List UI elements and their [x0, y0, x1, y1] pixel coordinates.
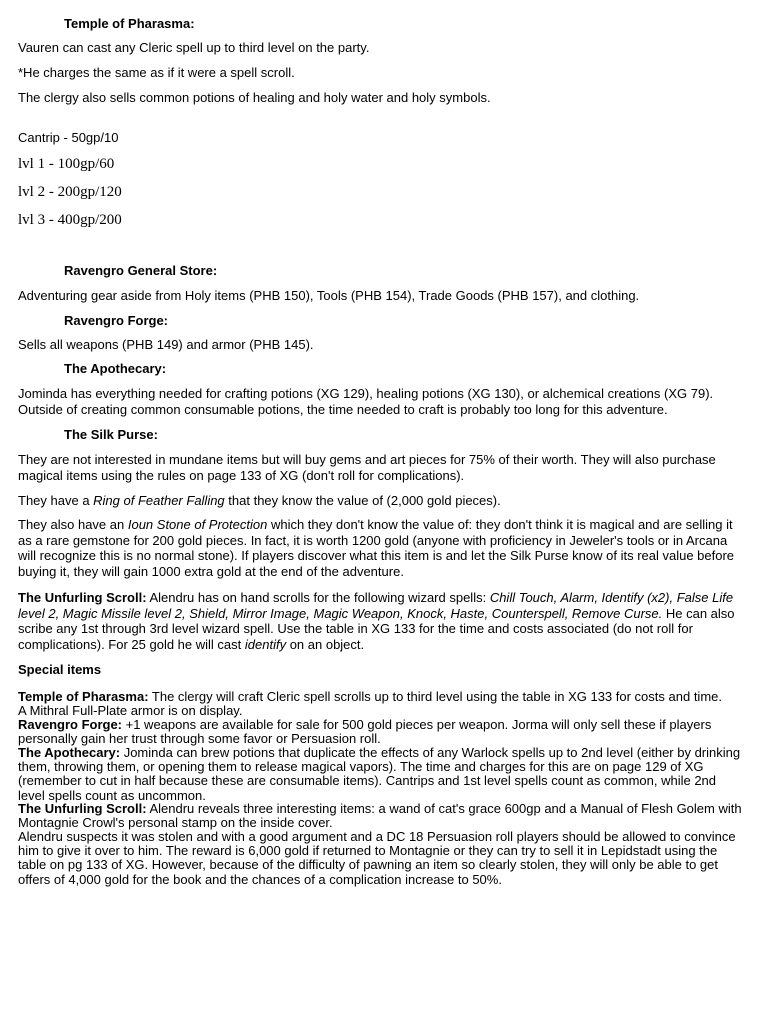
special-unfurling: The Unfurling Scroll: Alendru reveals three interesting items: a wand of cat's grace 600gp and a Manual of Flesh Golem with Montagnie Crowl's personal stamp on the inside cover.: [18, 801, 742, 831]
silk-purse-paragraph-3: They also have an Ioun Stone of Protection which they don't know the value of: they don't think it is magical and are selling it as a rare gemstone for 200 gold pieces. In fact, it is worth 1200 gold (anyone with proficiency in Jeweler's tools or in Arcana will recognize this is no normal stone). If players discover what this item is and let the Silk Purse know of its real value before buying it, they will gain 1000 extra gold at the end of the adventure.: [18, 517, 735, 579]
heading-general-store: Ravengro General Store:: [64, 263, 218, 278]
forge-text: Sells all weapons (PHB 149) and armor (PHB 145).: [18, 337, 314, 352]
pharasma-line-1: Vauren can cast any Cleric spell up to third level on the party.: [18, 40, 370, 55]
unfurling-scroll-paragraph: The Unfurling Scroll: Alendru has on hand scrolls for the following wizard spells: Chill Touch, Alarm, Identify (x2), False Life level 2, Magic Missile level 2, Shield, Mirror Image, Magic Weapon, Knock, Haste, Counterspell, Remove Curse. He can also scribe any 1st through 3rd level wizard spell. Use the table in XG 133 for the time and costs associated (do not roll for complications). For 25 gold he will cast identify on an object.: [18, 590, 735, 652]
apothecary-text: Jominda has everything needed for crafting potions (XG 129), healing potions (XG 130), or alchemical creations (XG 79). Outside of creating common consumable potions, the time needed to craft is probably too long for this adventure.: [18, 386, 714, 417]
special-apothecary: The Apothecary: Jominda can brew potions that duplicate the effects of any Warlock spells up to 2nd level (either by drinking them, throwing them, or opening them to release magical vapors). The time and charges for this are on page 129 of XG (remember to cut in half because these are consumable items). Cantrips and 1st level spells count as common, while 2nd level spells count as uncommon.: [18, 745, 741, 803]
heading-temple-of-pharasma: Temple of Pharasma:: [64, 16, 195, 31]
heading-silk-purse: The Silk Purse:: [64, 427, 158, 442]
price-cantrip: Cantrip - 50gp/10: [18, 130, 119, 145]
pharasma-line-3: The clergy also sells common potions of healing and holy water and holy symbols.: [18, 90, 491, 105]
heading-special-items: Special items: [18, 662, 102, 677]
special-pharasma: Temple of Pharasma: The clergy will craft Cleric spell scrolls up to third level using the table in XG 133 for costs and time.: [18, 689, 722, 704]
pharasma-line-2: *He charges the same as if it were a spell scroll.: [18, 65, 295, 80]
unfurling-scroll-label: The Unfurling Scroll:: [18, 590, 147, 605]
heading-forge: Ravengro Forge:: [64, 313, 169, 328]
price-lvl-2: lvl 2 - 200gp/120: [18, 184, 122, 200]
silk-purse-paragraph-2: They have a Ring of Feather Falling that they know the value of (2,000 gold pieces).: [18, 493, 501, 508]
ring-of-feather-falling: Ring of Feather Falling: [93, 493, 225, 508]
silk-purse-paragraph-1: They are not interested in mundane items but will buy gems and art pieces for 75% of their worth. They will also purchase magical items using the rules on page 133 of XG (don't roll for complications).: [18, 452, 716, 483]
special-mithral: A Mithral Full-Plate armor is on display.: [18, 703, 243, 718]
special-alendru: Alendru suspects it was stolen and with a good argument and a DC 18 Persuasion roll players should be allowed to convince him to give it over to him. The reward is 6,000 gold if returned to Montagnie or they can try to sell it in Lepidstadt using the table on pg 133 of XG. However, because of the difficulty of pawning an item so clearly stolen, they will only be able to get offers of 4,000 gold for the book and the chances of a complication increase to 50%.: [18, 829, 736, 887]
price-lvl-1: lvl 1 - 100gp/60: [18, 156, 115, 172]
special-forge: Ravengro Forge: +1 weapons are available for sale for 500 gold pieces per weapon. Jorma will only sell these if players personally gain her trust through some favor or Persuasion roll.: [18, 717, 712, 747]
spell-list: Chill Touch, Alarm, Identify (x2), False Life level 2, Magic Missile level 2, Shield, Mirror Image, Magic Weapon, Knock, Haste, Counterspell, Remove Curse.: [18, 590, 734, 621]
ioun-stone-of-protection: Ioun Stone of Protection: [127, 517, 268, 532]
general-store-text: Adventuring gear aside from Holy items (PHB 150), Tools (PHB 154), Trade Goods (PHB 157), and clothing.: [18, 288, 640, 303]
price-lvl-3: lvl 3 - 400gp/200: [18, 212, 122, 228]
heading-apothecary: The Apothecary:: [64, 361, 167, 376]
